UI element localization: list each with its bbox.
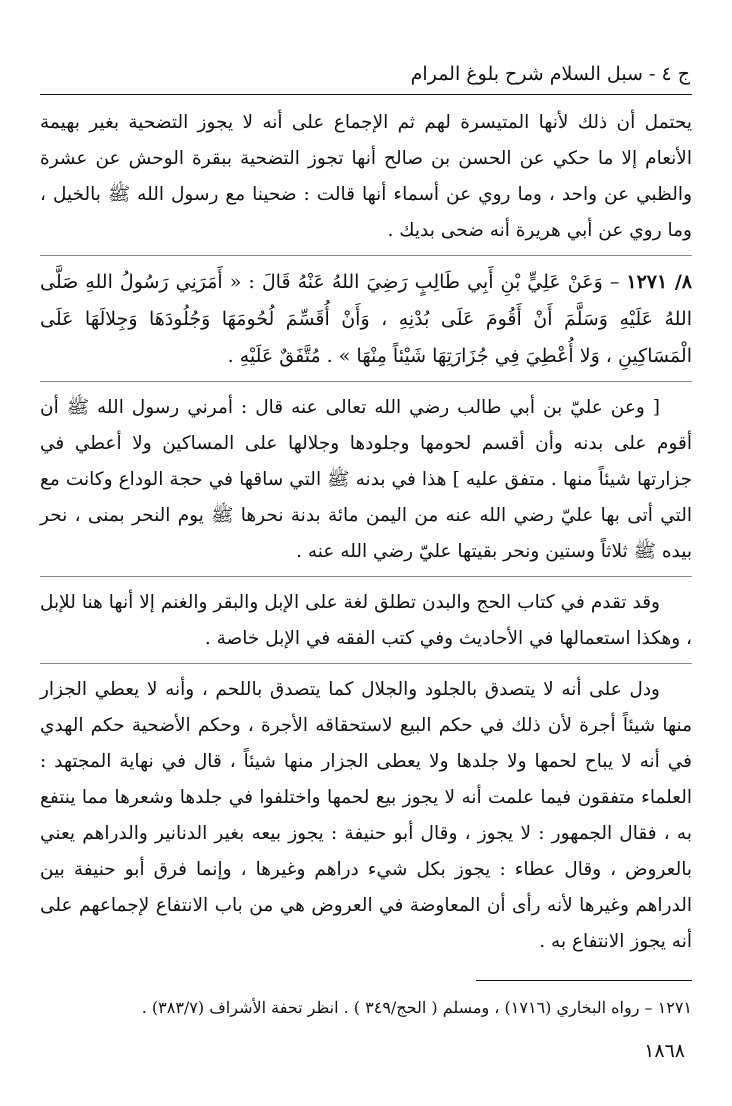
running-title: ج ٤ - سبل السلام شرح بلوغ المرام xyxy=(410,63,690,85)
commentary-paragraph-1: [ وعن عليّ بن أبي طالب رضي الله تعالى عنه قال : أمرني رسول الله ﷺ أن أقوم على بدنه وأن أقسم لحومها وجلودها وجلالها على المساكين ولا أعطي في جزارتها شيئاً منها . متفق عليه ] هذا في بدنه ﷺ التي ساقها في حجة الوداع وكانت مع التي أتى بها عليّ رضي الله عنه من اليمن مائة بدنة نحرها ﷺ يوم النحر بمنى ، نحر بيده ﷺ ثلاثاً وستين ونحر بقيتها عليّ رضي الله عنه . xyxy=(40,397,692,562)
header-rule xyxy=(40,94,692,95)
commentary-paragraph-2: وقد تقدم في كتاب الحج والبدن تطلق لغة على الإبل والبقر والغنم إلا أنها هنا للإبل ، وهكذا استعمالها في الأحاديث وفي كتب الفقه في الإبل خاصة . xyxy=(40,592,692,649)
section-divider xyxy=(40,255,692,256)
footnote: ١٢٧١ – رواه البخاري (١٧١٦) ، ومسلم ( الحج/٣٤٩ ) . انظر تحفة الأشراف (٣٨٣/٧) . xyxy=(141,998,692,1017)
hadith-block xyxy=(40,264,692,375)
intro-paragraph: يحتمل أن ذلك لأنها المتيسرة لهم ثم الإجماع على أنه لا يجوز التضحية بغير بهيمة الأنعام إلا ما حكي عن الحسن بن صالح أنها تجوز التضحية ببقرة الوحش عن عشرة والظبي عن واحد ، وما روي عن أسماء أنها قالت : ضحينا مع رسول الله ﷺ بالخيل ، وما روي عن أبي هريرة أنه ضحى بديك . xyxy=(40,112,692,241)
hadith-text: – وَعَنْ عَلِيٍّ بْنِ أَبِي طَالِبٍ رَضِيَ اللهُ عَنْهُ قَالَ : « أَمَرَنِي رَسُولُ اللهِ صَلَّى اللهُ عَلَيْهِ وَسَلَّمَ أَنْ أَقُومَ عَلَى بُدْنِهِ ، وَأَنْ أُقَسِّمَ لُحُومَهَا وَجُلُودَهَا وَجِلالَهَا عَلَى الْمَسَاكِينِ ، وَلا أُعْطِيَ فِي جُزَارَتِهَا شَيْئاً مِنْهَا » . مُتَّفَقٌ عَلَيْهِ . xyxy=(40,271,692,367)
section-divider xyxy=(40,381,692,382)
footnote-rule xyxy=(476,980,692,981)
commentary-paragraph-3: ودل على أنه لا يتصدق بالجلود والجلال كما يتصدق باللحم ، وأنه لا يعطي الجزار منها شيئاً أجرة لأن ذلك في حكم البيع لاستحقاقه الأجرة ، وحكم الأضحية حكم الهدي في أنه لا يباح لحمها ولا جلدها ولا يعطى الجزار منها شيئاً ، قال في نهاية المجتهد : العلماء متفقون فيما علمت أنه لا يجوز بيع لحمها واختلفوا في جلدها وشعرها مما ينتفع به ، فقال الجمهور : لا يجوز ، وقال أبو حنيفة : يجوز بيعه بغير الدنانير والدراهم يعني بالعروض ، وقال عطاء : يجوز بكل شيء دراهم وغيرها ، وإنما فرق أبو حنيفة بين الدراهم وغيرها لأنه رأى أن المعاوضة في العروض هي من باب الانتفاع لإجماعهم على أنه يجوز الانتفاع به . xyxy=(40,679,692,952)
section-divider xyxy=(40,663,692,664)
hadith-number: ٨/ ١٢٧١ xyxy=(626,271,692,293)
page-number: ١٨٦٨ xyxy=(644,1040,685,1062)
section-divider xyxy=(40,576,692,577)
page-body xyxy=(40,60,692,1086)
